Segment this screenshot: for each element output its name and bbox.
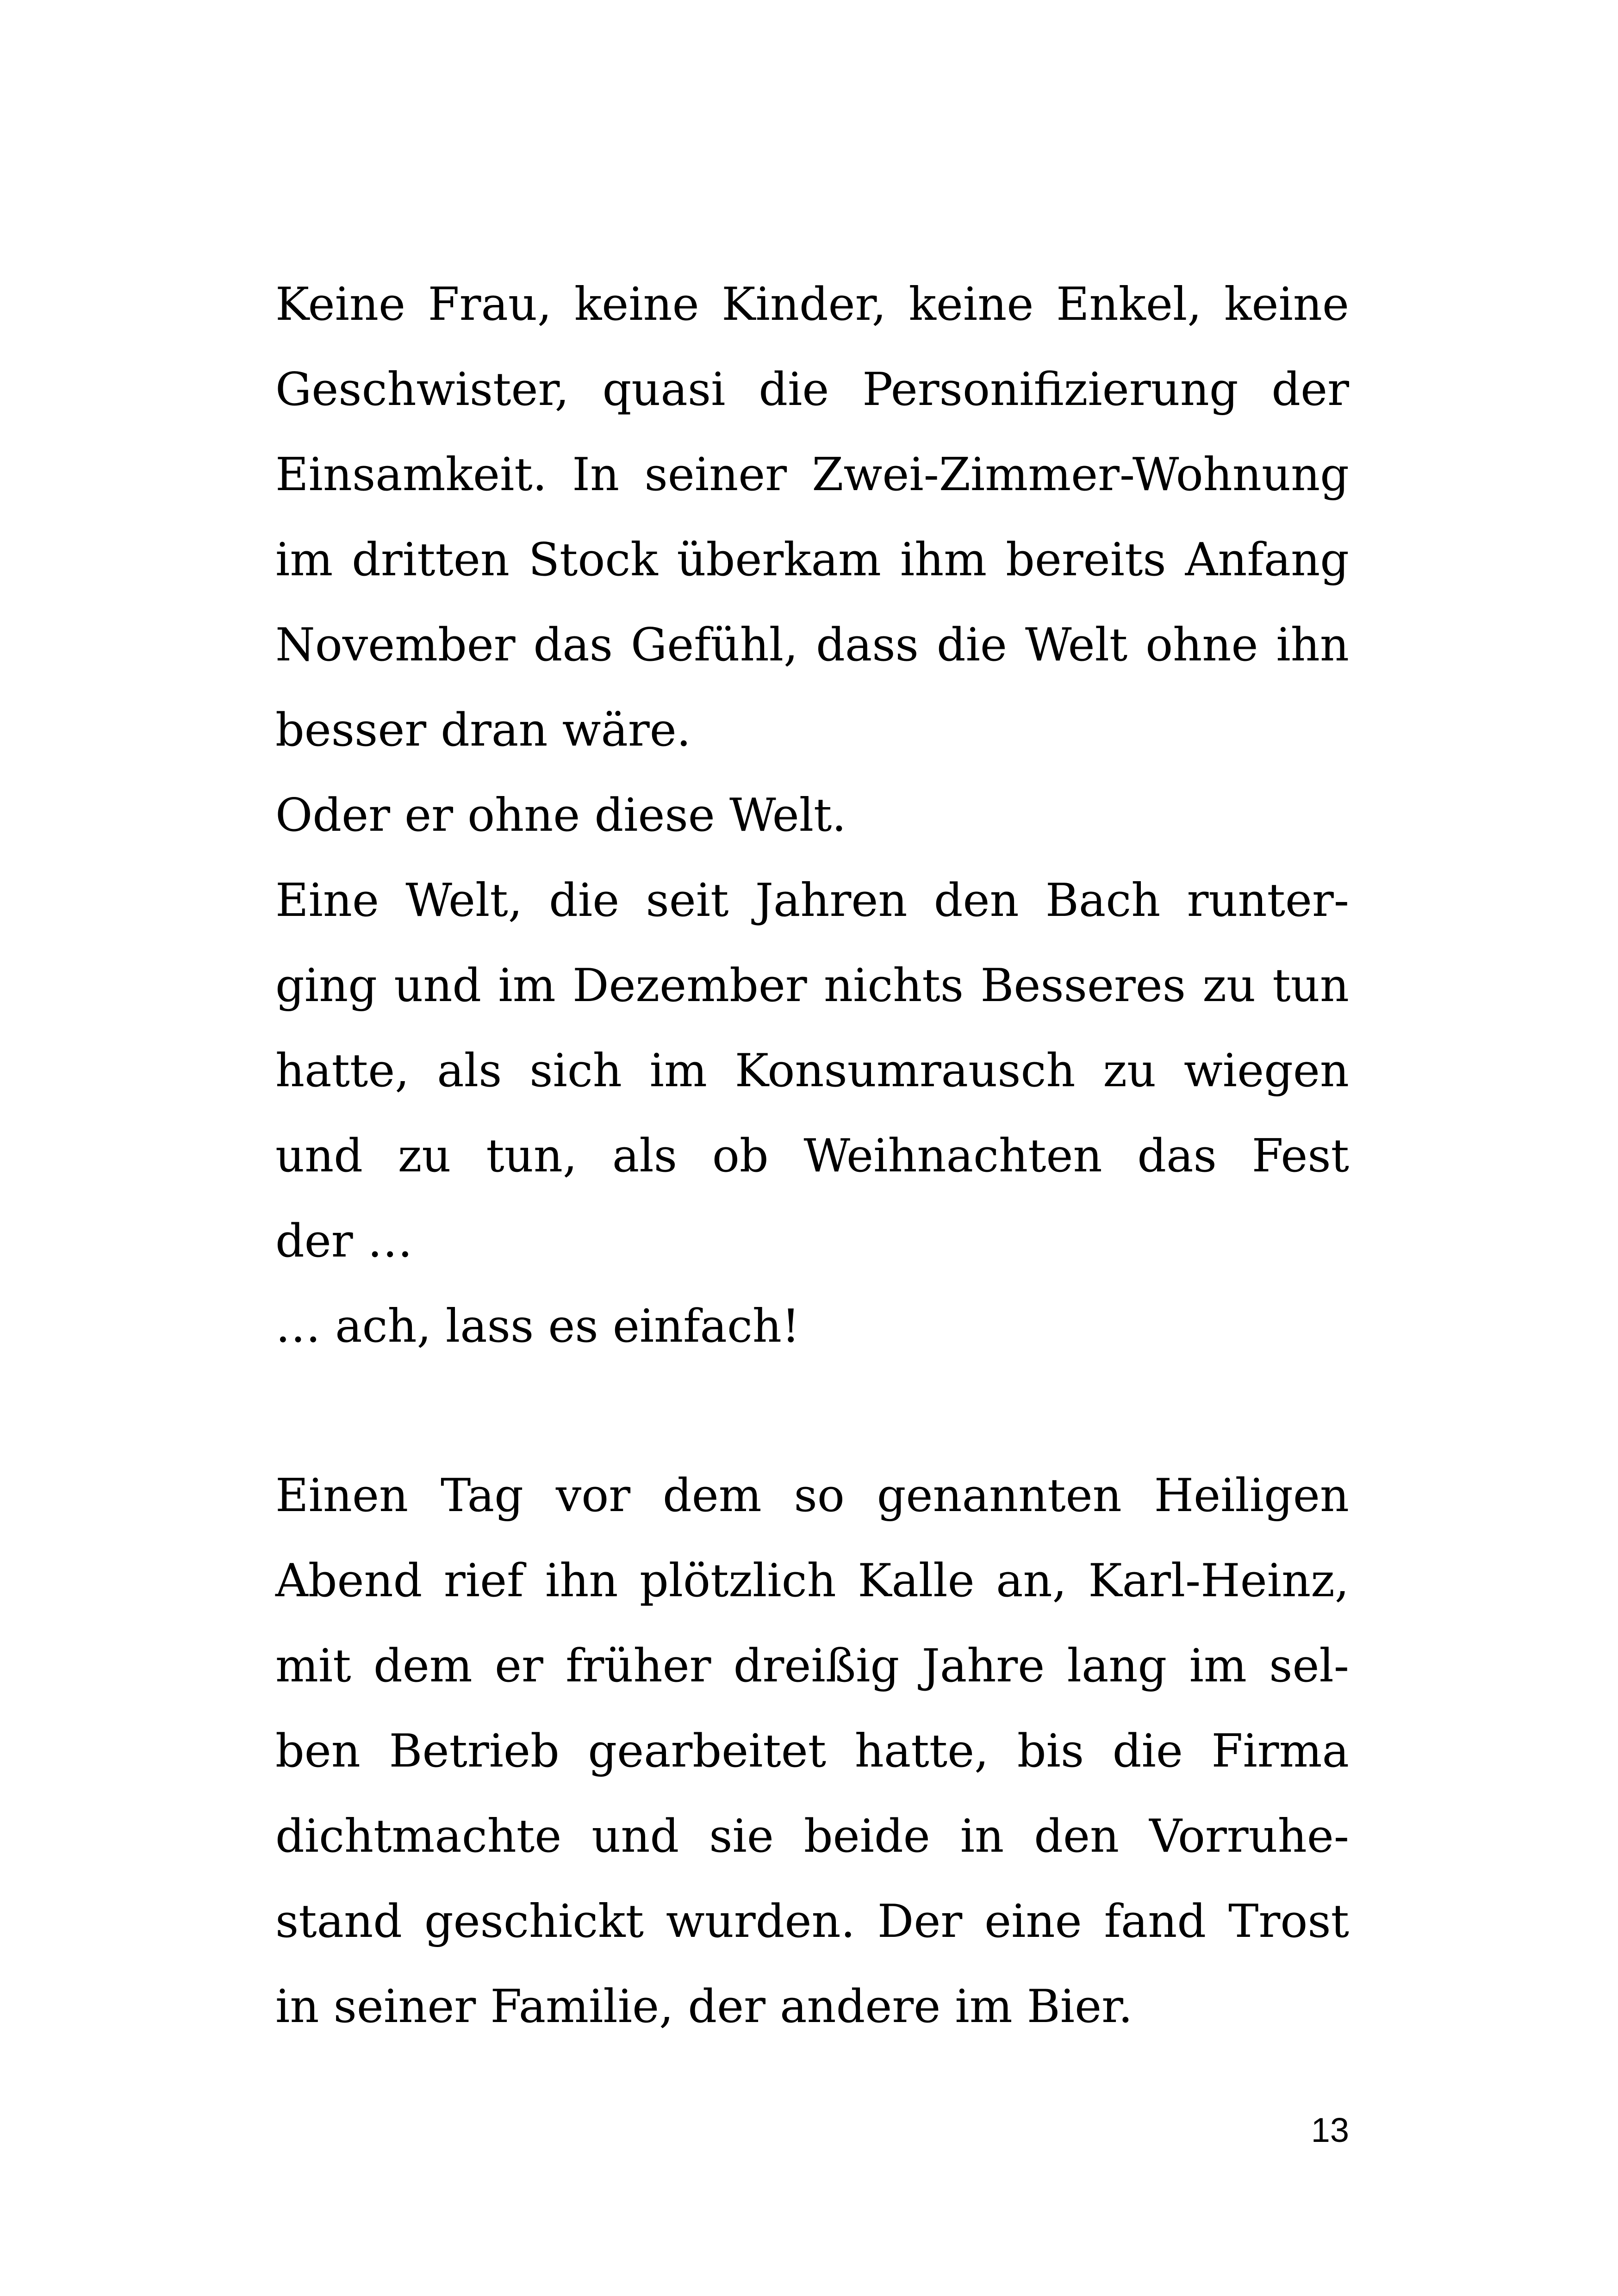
text-line: stand geschickt wurden. Der eine fand Trost — [275, 1895, 1349, 1948]
text-line: dichtmachte und sie beide in den Vorruhe- — [275, 1810, 1349, 1863]
text-line: mit dem er früher dreißig Jahre lang im sel- — [275, 1640, 1349, 1692]
text-line: Oder er ohne diese Welt. — [275, 789, 846, 842]
text-line: Einsamkeit. In seiner Zwei-Zimmer-Wohnung — [275, 448, 1349, 501]
text-line: Keine Frau, keine Kinder, keine Enkel, keine — [275, 278, 1349, 331]
paragraph-1 — [275, 262, 1349, 1369]
text-line: Abend rief ihn plötzlich Kalle an, Karl-Heinz, — [275, 1555, 1349, 1607]
text-line: Einen Tag vor dem so genannten Heiligen — [275, 1469, 1349, 1522]
text-line: ben Betrieb gearbeitet hatte, bis die Firma — [275, 1725, 1349, 1778]
text-line: … ach, lass es einfach! — [275, 1300, 800, 1353]
text-line: Eine Welt, die seit Jahren den Bach runter- — [275, 874, 1349, 927]
text-line: ging und im Dezember nichts Besseres zu tun — [275, 959, 1349, 1012]
text-line: der … — [275, 1215, 413, 1268]
text-line: in seiner Familie, der andere im Bier. — [275, 1980, 1133, 2033]
text-line: und zu tun, als ob Weihnachten das Fest — [275, 1130, 1349, 1182]
text-line: besser dran wäre. — [275, 704, 691, 757]
text-line: Geschwister, quasi die Personifizierung der — [275, 363, 1349, 416]
page-number: 13 — [1311, 2111, 1349, 2149]
text-line: November das Gefühl, dass die Welt ohne ihn — [275, 619, 1349, 672]
text-line: hatte, als sich im Konsumrausch zu wiegen — [275, 1045, 1349, 1097]
paragraph-2 — [275, 1453, 1349, 2049]
text-line: im dritten Stock überkam ihm bereits Anfang — [275, 534, 1349, 586]
